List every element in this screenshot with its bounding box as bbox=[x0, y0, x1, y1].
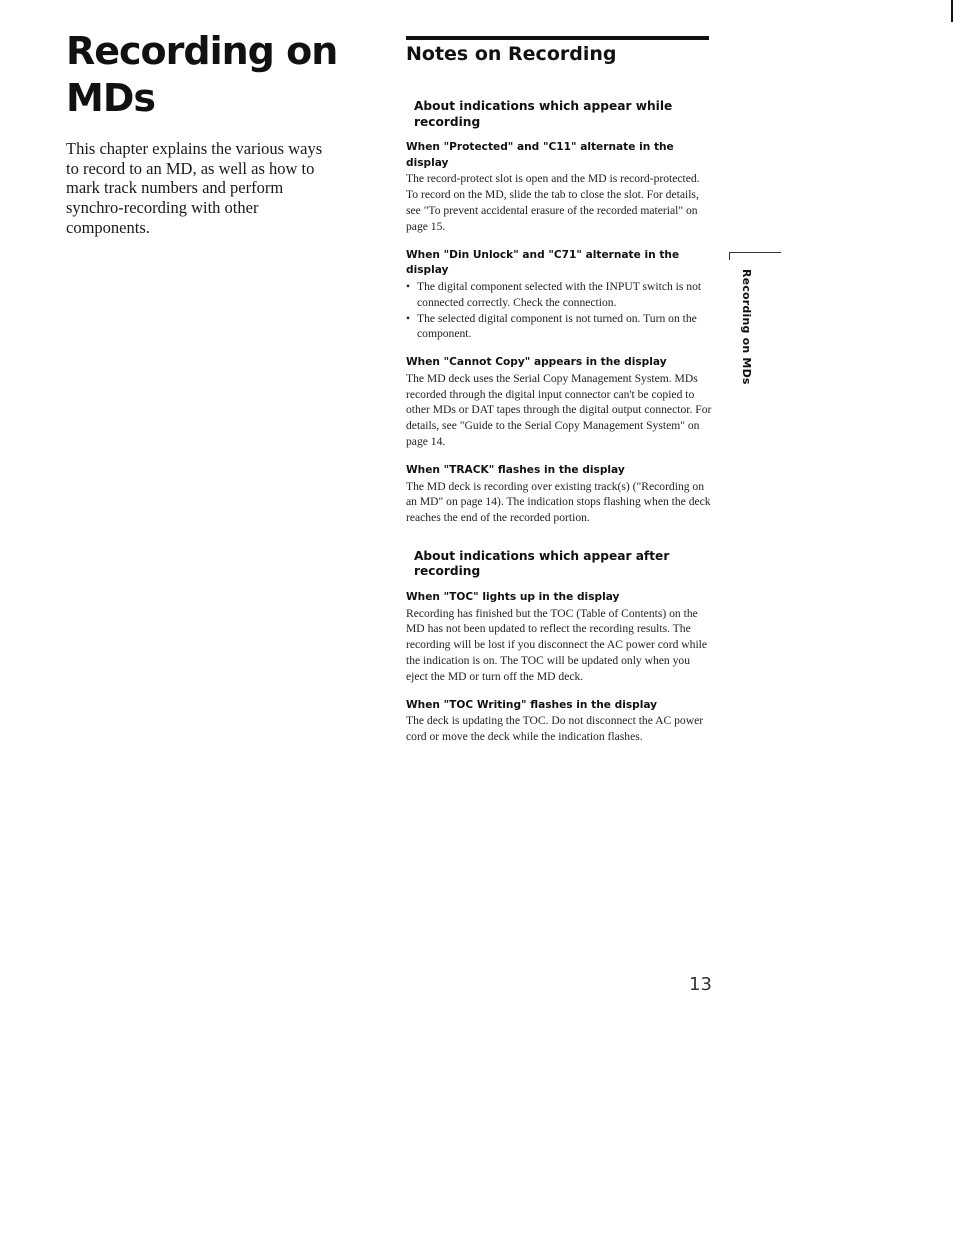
note-text: The deck is updating the TOC. Do not disconnect the AC power cord or move the deck while the indication flashes. bbox=[406, 714, 704, 744]
note-text: The MD deck uses the Serial Copy Management System. MDs recorded through the digital input connector can't be copied to other MDs or DAT tapes through the digital output connector. For details, see "Guide to the Serial Copy Management System" on page 14. bbox=[406, 371, 712, 449]
note-heading: When "Din Unlock" and "C71" alternate in the display bbox=[406, 248, 680, 277]
note-text: The MD deck is recording over existing track(s) ("Recording on an MD" on page 14). The indication stops flashing when the deck reaches the end of the recorded portion. bbox=[406, 479, 711, 525]
note-din-unlock bbox=[406, 248, 712, 343]
note-heading: When "TRACK" flashes in the display bbox=[406, 463, 625, 476]
note-heading: When "Protected" and "C11" alternate in the display bbox=[406, 141, 674, 169]
section-rule bbox=[406, 36, 709, 40]
section-title: Notes on Recording bbox=[406, 43, 617, 65]
note-bullet-list bbox=[406, 279, 712, 342]
note-track bbox=[406, 463, 712, 526]
note-heading: When "TOC" lights up in the display bbox=[406, 590, 620, 603]
note-heading: When "Cannot Copy" appears in the display bbox=[406, 356, 667, 369]
list-item-text: The selected digital component is not turned on. Turn on the component. bbox=[417, 311, 697, 341]
note-cannot-copy bbox=[406, 355, 712, 450]
list-item-text: The digital component selected with the INPUT switch is not connected correctly. Check the connection. bbox=[417, 280, 702, 309]
note-toc-writing bbox=[406, 698, 712, 745]
bullet-icon: • bbox=[406, 311, 411, 325]
note-heading: When "TOC Writing" flashes in the display bbox=[406, 698, 658, 711]
note-toc bbox=[406, 590, 712, 685]
note-text: The record-protect slot is open and the MD is record-protected. To record on the MD, slide the tab to close the slot. For details, see "To prevent accidental erasure of the recorded material" on page 15. bbox=[406, 172, 700, 233]
page-number: 13 bbox=[689, 974, 712, 995]
subsection-heading-while: About indications which appear while recording bbox=[414, 99, 673, 129]
bullet-icon: • bbox=[406, 280, 411, 293]
subsection-heading-after: About indications which appear after recording bbox=[414, 548, 670, 579]
chapter-intro: This chapter explains the various ways to record to an MD, as well as how to mark track numbers and perform synchro-recording with other components. bbox=[66, 139, 323, 237]
side-tab-marker bbox=[729, 252, 781, 260]
list-item bbox=[406, 311, 712, 343]
list-item bbox=[406, 279, 712, 311]
side-tab-label: Recording on MDs bbox=[740, 269, 753, 385]
note-protected bbox=[406, 140, 712, 235]
chapter-title: Recording on MDs bbox=[66, 29, 338, 120]
notes-content bbox=[406, 99, 712, 758]
note-text: Recording has finished but the TOC (Table of Contents) on the MD has not been updated to reflect the recording results. The recording will be lost if you disconnect the AC power cord while the indication is on. The TOC will be updated only when you eject the MD or turn off the MD deck. bbox=[406, 606, 708, 683]
edge-mark bbox=[951, 0, 953, 22]
